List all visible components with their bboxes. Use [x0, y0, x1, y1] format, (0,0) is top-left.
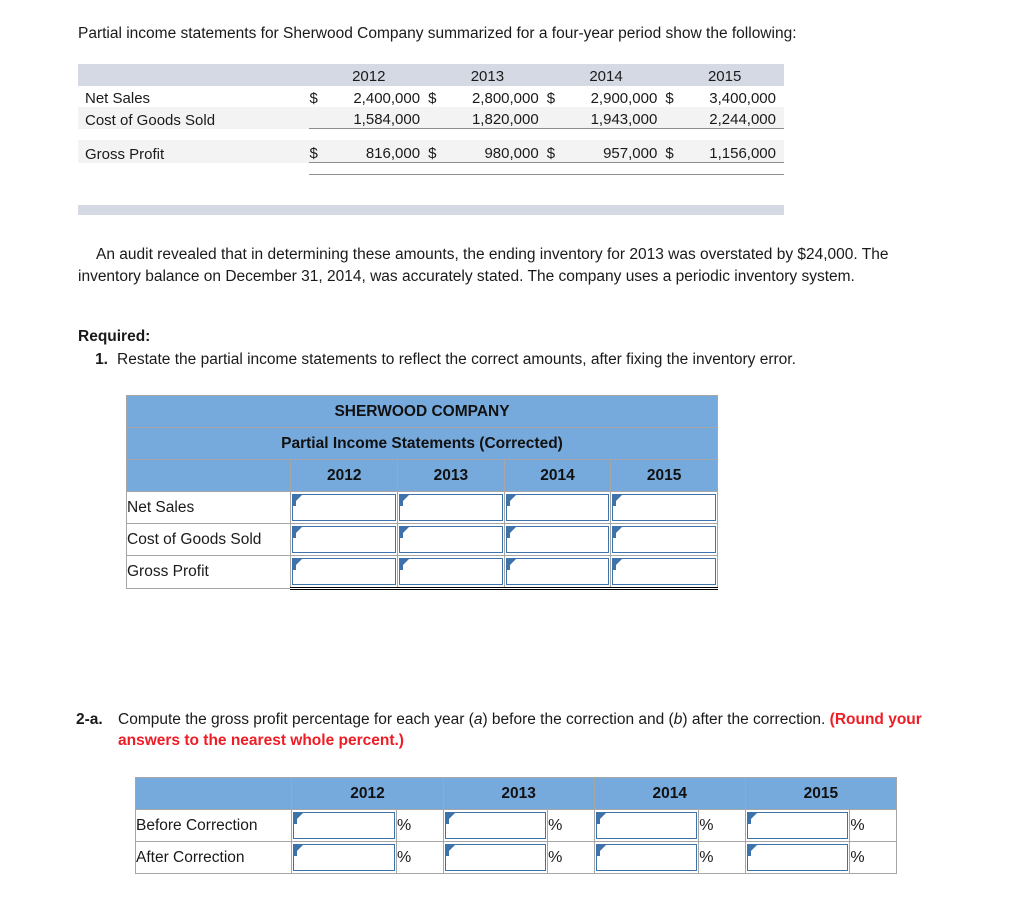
given-cell-gross-profit-2013: [428, 140, 547, 163]
currency-symbol: $: [665, 90, 674, 107]
corrected-row-label: Net Sales: [127, 492, 291, 524]
input-field[interactable]: [596, 844, 698, 871]
given-cell-net-sales-2013: [428, 86, 547, 107]
input-field[interactable]: [399, 558, 503, 585]
value: 3,400,000: [709, 90, 776, 107]
input-field[interactable]: [747, 812, 849, 839]
percent-input-after-2015[interactable]: [745, 842, 850, 874]
corrected-header-year-2013: 2013: [398, 460, 505, 492]
input-field[interactable]: [445, 844, 547, 871]
currency-symbol: $: [428, 145, 437, 162]
percent-row-label: Before Correction: [136, 810, 292, 842]
q2a-part1: Compute the gross profit percentage for each year (: [118, 711, 474, 728]
input-field[interactable]: [596, 812, 698, 839]
percent-input-after-2013[interactable]: [443, 842, 548, 874]
rule-2015: [665, 129, 784, 141]
percent-symbol-before-2012: %: [397, 810, 444, 842]
value: 2,900,000: [590, 90, 658, 107]
required-item-number: 1.: [95, 351, 108, 368]
corrected-header-year-2014: 2014: [504, 460, 611, 492]
input-field[interactable]: [445, 812, 547, 839]
given-row-cogs: [78, 107, 784, 129]
required-item-1: [78, 349, 918, 370]
gross-profit-percentage-table: [135, 777, 897, 874]
given-cell-gross-profit-2014: [547, 140, 666, 163]
given-income-statement-table: [78, 64, 784, 175]
percent-input-after-2012[interactable]: [292, 842, 397, 874]
corrected-input-cogs-2015[interactable]: [611, 524, 718, 556]
q2a-italic-a: a: [473, 711, 483, 728]
rule-2013: [428, 129, 547, 141]
given-table-footer-bar: [78, 205, 784, 215]
given-row-label: Net Sales: [78, 86, 309, 107]
percent-symbol-after-2012: %: [397, 842, 444, 874]
corrected-income-statements-table: [126, 395, 718, 590]
question-2a-text: [118, 709, 926, 751]
given-cell-cogs-2012: 1,584,000: [309, 107, 428, 129]
given-header-year-2015: 2015: [665, 64, 784, 86]
input-field[interactable]: [612, 526, 716, 553]
spacer: [78, 163, 309, 175]
value: 980,000: [484, 145, 539, 162]
input-field[interactable]: [747, 844, 849, 871]
percent-symbol-before-2015: %: [850, 810, 897, 842]
input-field[interactable]: [293, 844, 395, 871]
corrected-input-cogs-2012[interactable]: [291, 524, 398, 556]
audit-paragraph: An audit revealed that in determining these amounts, the ending inventory for 2013 was overstated by $24,000. The inventory balance on December 31, 2014, was accurately stated. The company uses a periodic inventory system.: [78, 246, 889, 285]
given-total-double-rule-row: [78, 163, 784, 175]
intro-text: Partial income statements for Sherwood Company summarized for a four-year period show the following:: [78, 25, 797, 42]
value: 957,000: [603, 145, 658, 162]
corrected-input-cogs-2014[interactable]: [504, 524, 611, 556]
value: 1,156,000: [709, 145, 776, 162]
given-cell-cogs-2014: 1,943,000: [547, 107, 666, 129]
corrected-statement-title: Partial Income Statements (Corrected): [127, 428, 718, 460]
corrected-row-cogs: [127, 524, 718, 556]
percent-header-year-2014: 2014: [594, 778, 745, 810]
required-label: Required:: [78, 328, 151, 345]
percent-header-year-2012: 2012: [292, 778, 443, 810]
given-header-year-2014: 2014: [547, 64, 666, 86]
input-field[interactable]: [293, 812, 395, 839]
input-field[interactable]: [292, 526, 396, 553]
percent-input-after-2014[interactable]: [594, 842, 699, 874]
currency-symbol: $: [309, 90, 318, 107]
percent-header-year-2015: 2015: [745, 778, 896, 810]
percent-symbol-before-2013: %: [548, 810, 595, 842]
percent-input-before-2012[interactable]: [292, 810, 397, 842]
double-rule-2013: [428, 163, 547, 175]
value: 816,000: [365, 145, 421, 162]
corrected-year-header-row: [127, 460, 718, 492]
percent-header-year-2013: 2013: [443, 778, 594, 810]
corrected-header-year-2015: 2015: [611, 460, 718, 492]
corrected-input-gross-profit-2015[interactable]: [611, 556, 718, 589]
corrected-input-net-sales-2014[interactable]: [504, 492, 611, 524]
given-row-net-sales: [78, 86, 784, 107]
corrected-header-corner: [127, 460, 291, 492]
currency-symbol: $: [309, 145, 318, 162]
corrected-statement-title-row: [127, 428, 718, 460]
corrected-input-gross-profit-2013[interactable]: [398, 556, 505, 589]
rule-2012: [309, 129, 428, 141]
percent-row-before-correction: [136, 810, 897, 842]
percent-row-after-correction: [136, 842, 897, 874]
percent-input-before-2013[interactable]: [443, 810, 548, 842]
corrected-input-gross-profit-2014[interactable]: [504, 556, 611, 589]
given-table-header-row: [78, 64, 784, 86]
input-field[interactable]: [612, 494, 716, 521]
corrected-input-net-sales-2012[interactable]: [291, 492, 398, 524]
currency-symbol: $: [546, 90, 556, 107]
percent-year-header-row: [136, 778, 897, 810]
q2a-part2: ) before the correction and (: [482, 711, 674, 728]
corrected-row-label: Gross Profit: [127, 556, 291, 589]
percent-row-label: After Correction: [136, 842, 292, 874]
percent-symbol-before-2014: %: [699, 810, 746, 842]
double-rule-2012: [309, 163, 428, 175]
corrected-input-net-sales-2013[interactable]: [398, 492, 505, 524]
question-2a-number: 2-a.: [76, 711, 103, 728]
value: 2,800,000: [471, 90, 539, 107]
input-field[interactable]: [612, 558, 716, 585]
percent-header-corner: [136, 778, 292, 810]
percent-symbol-after-2014: %: [699, 842, 746, 874]
corrected-input-gross-profit-2012[interactable]: [291, 556, 398, 589]
question-2a: [76, 709, 926, 751]
double-rule-2015: [665, 163, 784, 175]
q2a-italic-b: b: [673, 711, 683, 728]
given-subtotal-rule-row: [78, 129, 784, 141]
corrected-company-title-row: [127, 396, 718, 428]
given-row-label: Gross Profit: [78, 140, 309, 163]
given-cell-gross-profit-2012: [309, 140, 428, 163]
corrected-input-net-sales-2015[interactable]: [611, 492, 718, 524]
given-header-year-2013: 2013: [428, 64, 547, 86]
percent-input-before-2015[interactable]: [745, 810, 850, 842]
currency-symbol: $: [428, 90, 437, 107]
input-field[interactable]: [506, 526, 610, 553]
input-field[interactable]: [506, 494, 610, 521]
given-cell-gross-profit-2015: [665, 140, 784, 163]
double-rule-2014: [547, 163, 666, 175]
currency-symbol: $: [546, 145, 556, 162]
percent-input-before-2014[interactable]: [594, 810, 699, 842]
currency-symbol: $: [665, 145, 674, 162]
given-row-label: Cost of Goods Sold: [78, 107, 309, 129]
rounding-instruction: (Round your answers to the nearest whole percent.): [118, 711, 922, 749]
given-header-year-2012: 2012: [309, 64, 428, 86]
given-cell-net-sales-2012: [309, 86, 428, 107]
rule-2014: [547, 129, 666, 141]
input-field[interactable]: [292, 494, 396, 521]
input-field[interactable]: [292, 558, 396, 585]
input-field[interactable]: [399, 526, 503, 553]
spacer: [78, 129, 309, 141]
given-header-corner: [78, 64, 309, 86]
corrected-input-cogs-2013[interactable]: [398, 524, 505, 556]
corrected-row-label: Cost of Goods Sold: [127, 524, 291, 556]
given-cell-cogs-2013: 1,820,000: [428, 107, 547, 129]
corrected-row-net-sales: [127, 492, 718, 524]
percent-symbol-after-2013: %: [548, 842, 595, 874]
percent-symbol-after-2015: %: [850, 842, 897, 874]
given-row-gross-profit: [78, 140, 784, 163]
input-field[interactable]: [399, 494, 503, 521]
corrected-header-year-2012: 2012: [291, 460, 398, 492]
q2a-part3: ) after the correction.: [682, 711, 830, 728]
given-cell-cogs-2015: 2,244,000: [665, 107, 784, 129]
value: 2,400,000: [353, 90, 421, 107]
required-item-text: Restate the partial income statements to reflect the correct amounts, after fixing the inventory error.: [117, 351, 796, 368]
given-cell-net-sales-2014: [547, 86, 666, 107]
given-cell-net-sales-2015: [665, 86, 784, 107]
corrected-company-title: SHERWOOD COMPANY: [127, 396, 718, 428]
input-field[interactable]: [506, 558, 610, 585]
corrected-row-gross-profit: [127, 556, 718, 589]
